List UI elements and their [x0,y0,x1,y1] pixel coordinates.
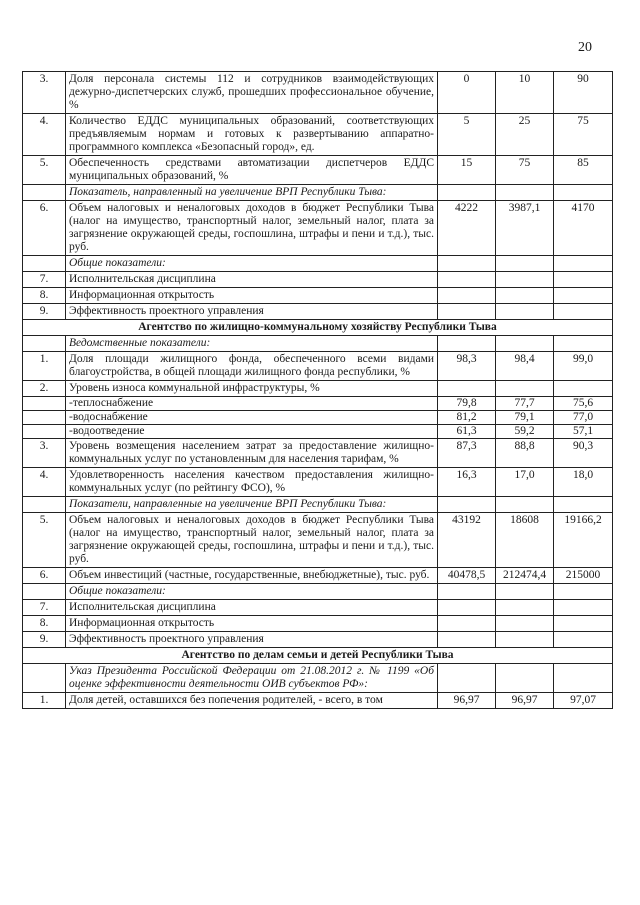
table-row [23,397,613,411]
table-row [23,648,613,664]
number-cell [23,185,66,201]
indicator-description: Исполнительская дисциплина [66,600,438,616]
value-cell-2: 25 [496,114,554,156]
table-row [23,336,613,352]
number-cell [23,664,66,693]
value-cell-3: 77,0 [554,411,613,425]
indicator-description: Исполнительская дисциплина [66,272,438,288]
value-cell-3 [554,288,613,304]
table-row [23,513,613,568]
indicator-description: Уровень износа коммунальной инфраструктуры, % [66,381,438,397]
value-cell [554,584,613,600]
table-row [23,156,613,185]
value-cell-2: 10 [496,72,554,114]
table-row [23,320,613,336]
value-cell-3: 75,6 [554,397,613,411]
group-label: Ведомственные показатели: [66,336,438,352]
indicator-description: Эффективность проектного управления [66,304,438,320]
group-label: Указ Президента Российской Федерации от 21.08.2012 г. № 1199 «Об оценке эффективности деятельности ОИВ субъектов РФ»: [66,664,438,693]
value-cell [496,497,554,513]
value-cell-2: 96,97 [496,693,554,709]
value-cell-1: 5 [438,114,496,156]
number-cell: 6. [23,568,66,584]
value-cell-2 [496,616,554,632]
value-cell [496,336,554,352]
value-cell [438,497,496,513]
indicators-table-body [23,72,613,709]
value-cell-2 [496,632,554,648]
indicator-description: Доля детей, оставшихся без попечения родителей, - всего, в том [66,693,438,709]
number-cell: 7. [23,600,66,616]
table-row [23,568,613,584]
value-cell [438,256,496,272]
group-label: Показатели, направленные на увеличение ВРП Республики Тыва: [66,497,438,513]
value-cell-1: 61,3 [438,425,496,439]
table-row [23,425,613,439]
value-cell-1: 16,3 [438,468,496,497]
value-cell-3 [554,616,613,632]
value-cell-3: 57,1 [554,425,613,439]
value-cell [496,256,554,272]
indicator-description: Эффективность проектного управления [66,632,438,648]
value-cell-3: 19166,2 [554,513,613,568]
value-cell [438,185,496,201]
value-cell-1: 43192 [438,513,496,568]
indicator-description: Удовлетворенность населения качеством предоставления жилищно-коммунальных услуг (по рейтингу ФСО), % [66,468,438,497]
value-cell-1 [438,272,496,288]
table-row [23,584,613,600]
table-row [23,256,613,272]
indicator-description: Количество ЕДДС муниципальных образований, соответствующих предъявляемым нормам и готовых к развертыванию аппаратно-программного комплекса «Безопасный город», ед. [66,114,438,156]
indicator-description: -водоснабжение [66,411,438,425]
value-cell-2 [496,288,554,304]
value-cell-2 [496,381,554,397]
number-cell: 9. [23,304,66,320]
value-cell-1 [438,632,496,648]
group-label: Показатель, направленный на увеличение ВРП Республики Тыва: [66,185,438,201]
number-cell: 3. [23,439,66,468]
value-cell-1: 15 [438,156,496,185]
table-row [23,288,613,304]
number-cell: 4. [23,114,66,156]
value-cell-3: 85 [554,156,613,185]
table-row [23,352,613,381]
value-cell-3: 215000 [554,568,613,584]
value-cell-2 [496,304,554,320]
value-cell [554,497,613,513]
table-row [23,632,613,648]
value-cell [438,584,496,600]
value-cell-3: 90,3 [554,439,613,468]
value-cell [554,664,613,693]
value-cell-1: 40478,5 [438,568,496,584]
indicator-description: Обеспеченность средствами автоматизации диспетчеров ЕДДС муниципальных образований, % [66,156,438,185]
indicator-description: Объем инвестиций (частные, государственные, внебюджетные), тыс. руб. [66,568,438,584]
value-cell-1 [438,600,496,616]
number-cell: 5. [23,156,66,185]
number-cell: 8. [23,288,66,304]
indicator-description: Доля персонала системы 112 и сотрудников взаимодействующих дежурно-диспетчерских служб, прошедших профессиональное обучение, % [66,72,438,114]
value-cell-2: 3987,1 [496,201,554,256]
value-cell-1: 81,2 [438,411,496,425]
value-cell-1: 79,8 [438,397,496,411]
value-cell-3 [554,272,613,288]
value-cell [554,185,613,201]
number-cell: 1. [23,693,66,709]
value-cell-3: 4170 [554,201,613,256]
number-cell: 3. [23,72,66,114]
value-cell [554,256,613,272]
number-cell: 1. [23,352,66,381]
value-cell-2: 212474,4 [496,568,554,584]
value-cell-2: 98,4 [496,352,554,381]
page-number: 20 [578,40,592,55]
value-cell-1: 0 [438,72,496,114]
value-cell-1 [438,304,496,320]
table-row [23,664,613,693]
indicator-description: Объем налоговых и неналоговых доходов в бюджет Республики Тыва (налог на имущество, транспортный налог, земельный налог, плата за загрязнение окружающей среды, госпошлина, штрафы и пени и т.д.), тыс. руб. [66,201,438,256]
indicators-table [22,71,613,709]
value-cell-3 [554,381,613,397]
value-cell-2: 79,1 [496,411,554,425]
value-cell-2: 18608 [496,513,554,568]
table-row [23,185,613,201]
indicator-description: Информационная открытость [66,616,438,632]
number-cell: 7. [23,272,66,288]
indicator-description: -водоотведение [66,425,438,439]
table-row [23,72,613,114]
number-cell: 5. [23,513,66,568]
value-cell [554,336,613,352]
value-cell-3: 18,0 [554,468,613,497]
indicator-description: -теплоснабжение [66,397,438,411]
indicator-description: Доля площади жилищного фонда, обеспеченного всеми видами благоустройства, в общей площади жилищного фонда республики, % [66,352,438,381]
value-cell-3: 75 [554,114,613,156]
number-cell [23,336,66,352]
value-cell-2: 88,8 [496,439,554,468]
number-cell: 6. [23,201,66,256]
value-cell [438,336,496,352]
value-cell [438,664,496,693]
indicator-description: Уровень возмещения населением затрат за предоставление жилищно-коммунальных услуг по установленным для населения тарифам, % [66,439,438,468]
value-cell-1 [438,381,496,397]
group-label: Общие показатели: [66,256,438,272]
value-cell-1 [438,616,496,632]
number-cell [23,256,66,272]
number-cell [23,425,66,439]
table-row [23,439,613,468]
section-header: Агентство по делам семьи и детей Республики Тыва [23,648,613,664]
value-cell-3: 97,07 [554,693,613,709]
indicator-description: Объем налоговых и неналоговых доходов в бюджет Республики Тыва (налог на имущество, транспортный налог, земельный налог, плата за загрязнение окружающей среды, госпошлина, штрафы и пени и т.д.), тыс. руб. [66,513,438,568]
value-cell-1: 96,97 [438,693,496,709]
number-cell [23,411,66,425]
number-cell: 4. [23,468,66,497]
number-cell [23,397,66,411]
value-cell-1: 87,3 [438,439,496,468]
table-row [23,468,613,497]
value-cell-3 [554,304,613,320]
value-cell-2: 17,0 [496,468,554,497]
table-row [23,304,613,320]
value-cell-2: 77,7 [496,397,554,411]
number-cell [23,497,66,513]
table-row [23,114,613,156]
table-row [23,693,613,709]
number-cell: 2. [23,381,66,397]
table-row [23,272,613,288]
number-cell: 8. [23,616,66,632]
value-cell-3: 90 [554,72,613,114]
value-cell-1: 98,3 [438,352,496,381]
value-cell [496,185,554,201]
value-cell-1: 4222 [438,201,496,256]
value-cell-3: 99,0 [554,352,613,381]
value-cell [496,584,554,600]
table-row [23,381,613,397]
value-cell [496,664,554,693]
number-cell: 9. [23,632,66,648]
table-row [23,497,613,513]
value-cell-3 [554,632,613,648]
value-cell-2 [496,600,554,616]
value-cell-2: 75 [496,156,554,185]
table-row [23,616,613,632]
value-cell-1 [438,288,496,304]
section-header: Агентство по жилищно-коммунальному хозяйству Республики Тыва [23,320,613,336]
table-row [23,600,613,616]
table-row [23,411,613,425]
value-cell-2: 59,2 [496,425,554,439]
value-cell-2 [496,272,554,288]
number-cell [23,584,66,600]
value-cell-3 [554,600,613,616]
table-row [23,201,613,256]
indicator-description: Информационная открытость [66,288,438,304]
group-label: Общие показатели: [66,584,438,600]
